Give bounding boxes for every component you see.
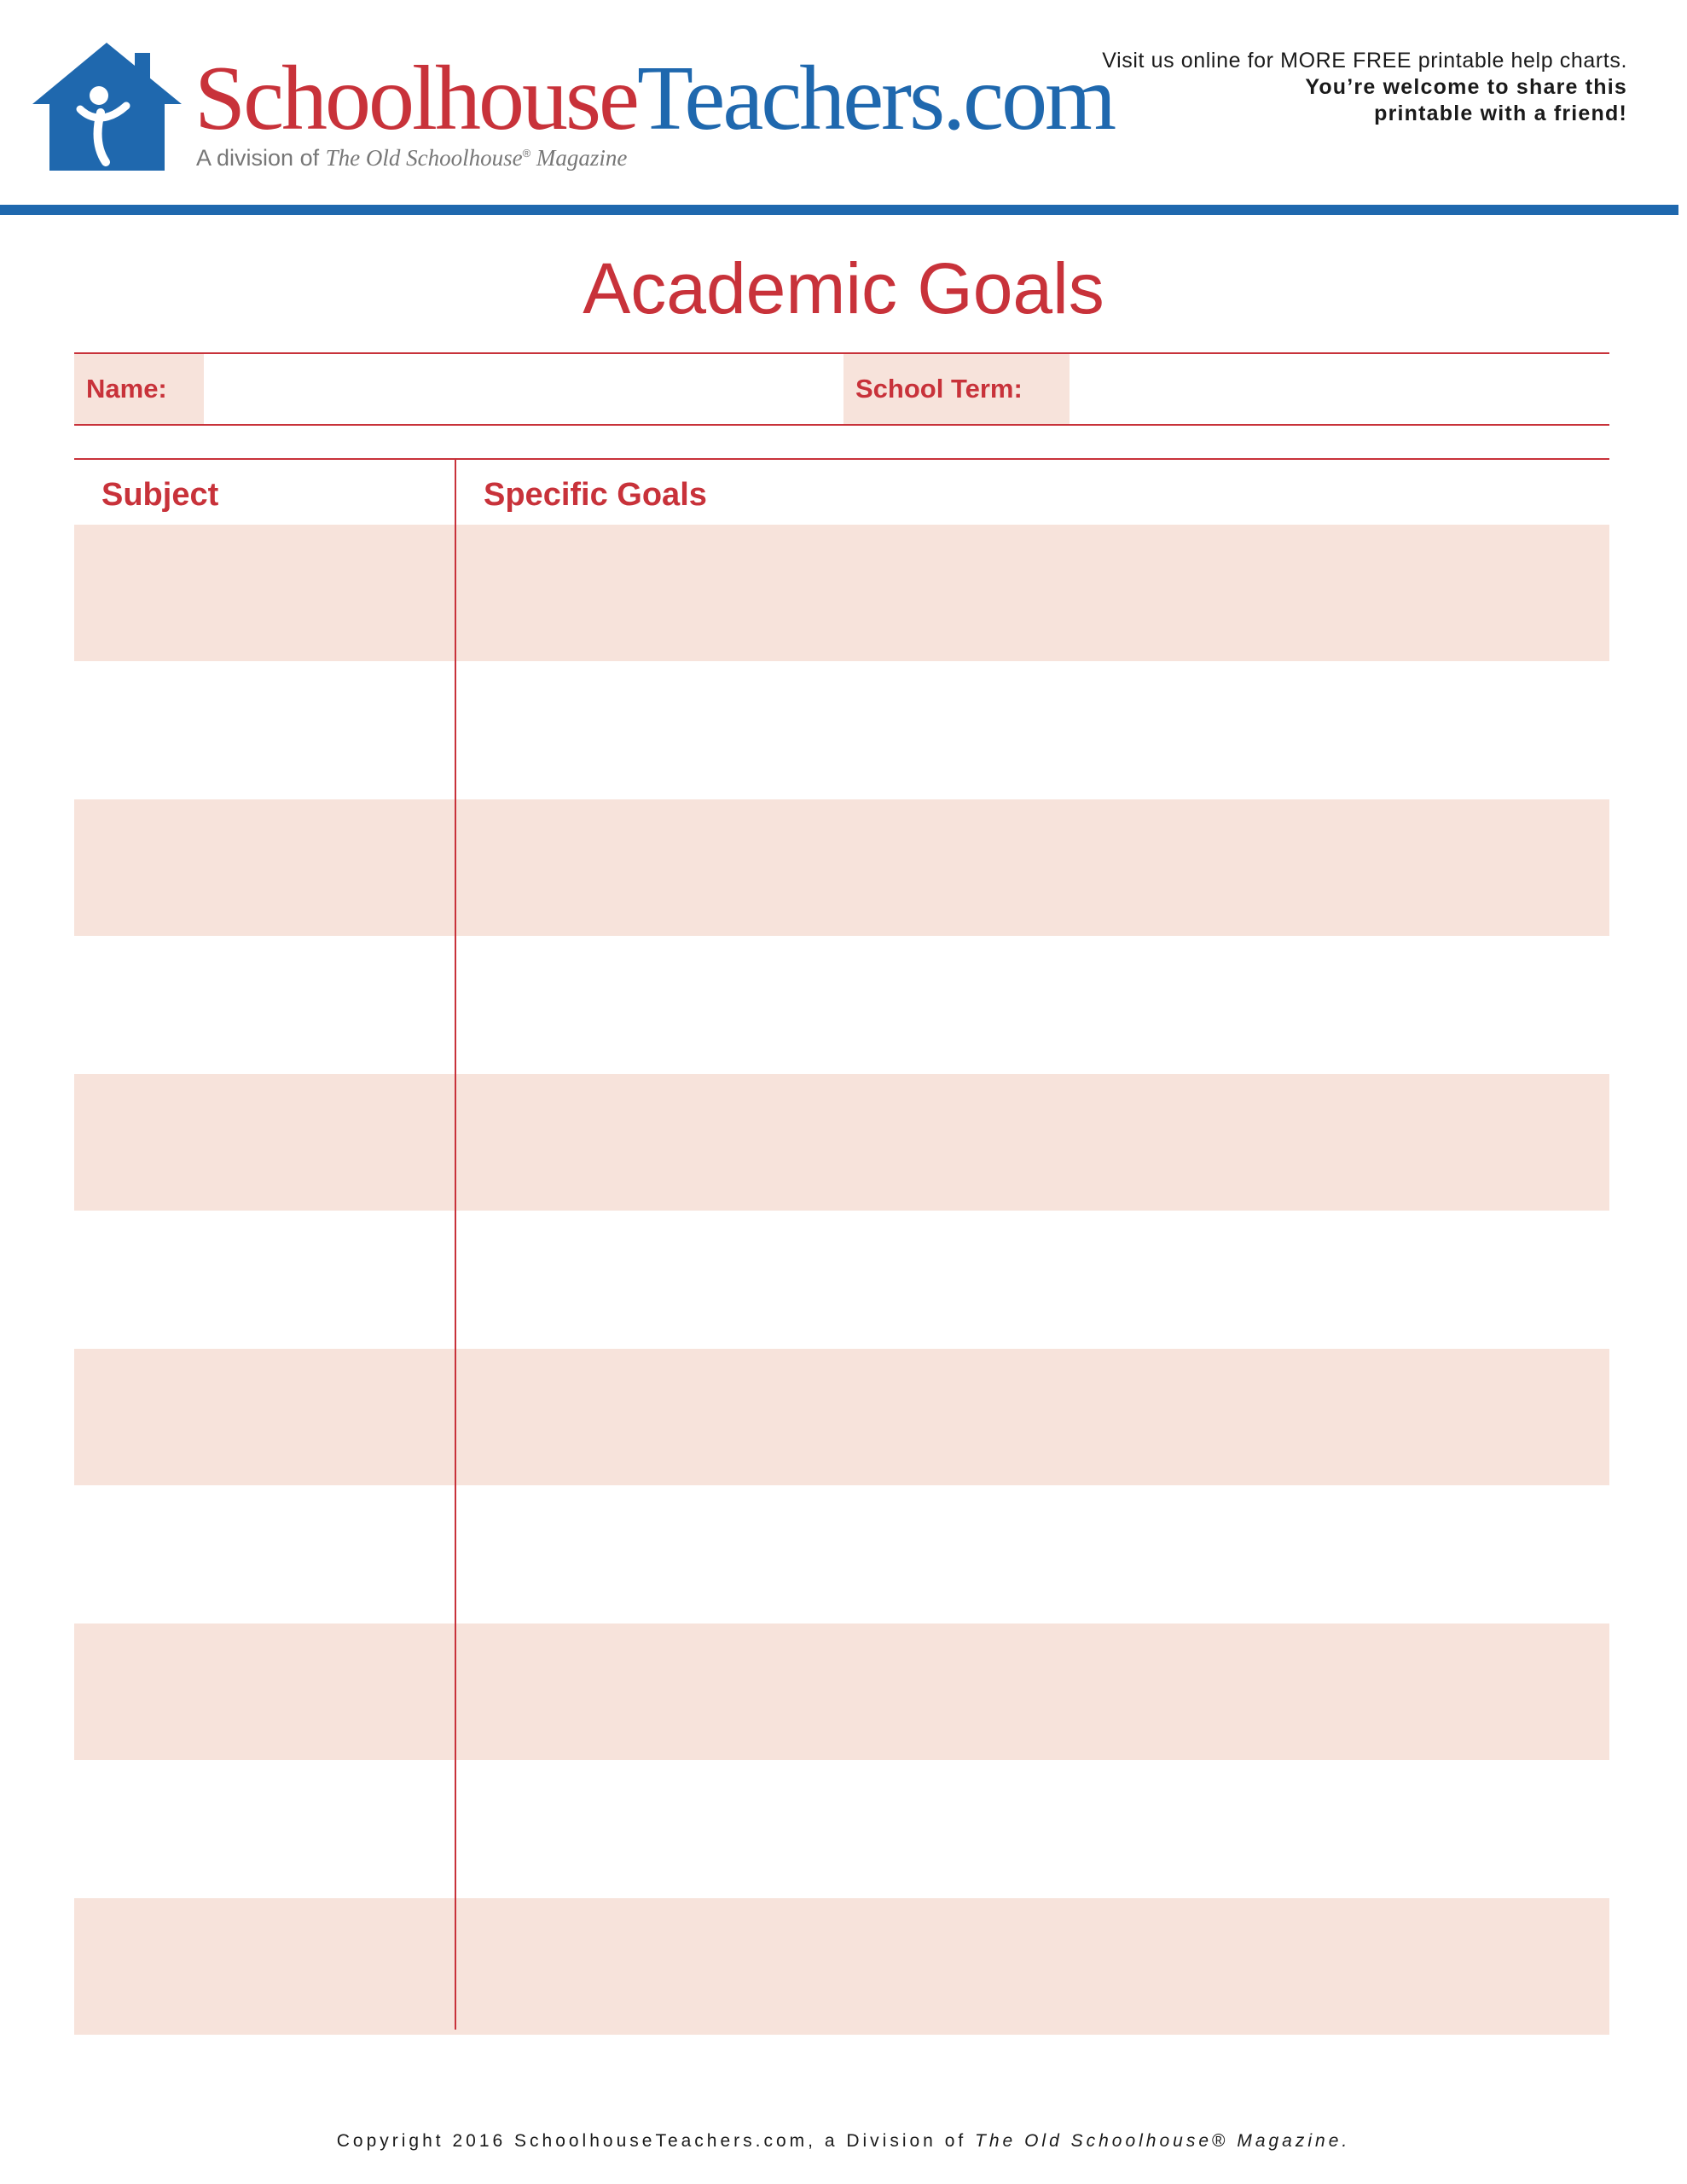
table-row bbox=[74, 1074, 1609, 1211]
column-divider bbox=[455, 458, 456, 2030]
specific-goals-cell[interactable] bbox=[456, 1074, 1609, 1211]
table-row bbox=[74, 1486, 1609, 1623]
table-row bbox=[74, 1761, 1609, 1897]
table-row bbox=[74, 1349, 1609, 1485]
specific-goals-cell[interactable] bbox=[456, 1761, 1609, 1897]
brand-tagline bbox=[196, 145, 627, 171]
brand-name-part2: Teachers.com bbox=[636, 48, 1115, 149]
specific-goals-cell[interactable] bbox=[456, 1486, 1609, 1623]
subject-cell[interactable] bbox=[74, 1211, 455, 1348]
table-row bbox=[74, 937, 1609, 1073]
brand-name bbox=[194, 48, 1115, 149]
school-term-field[interactable] bbox=[1070, 354, 1609, 424]
table-top-rule bbox=[74, 458, 1609, 460]
table-row bbox=[74, 1211, 1609, 1348]
promo-text bbox=[1013, 48, 1627, 127]
table-row bbox=[74, 662, 1609, 799]
schoolhouse-house-icon bbox=[32, 43, 182, 171]
promo-line-3: printable with a friend! bbox=[1374, 102, 1627, 125]
promo-line-1: Visit us online for MORE FREE printable help charts. bbox=[1102, 49, 1627, 73]
name-field[interactable] bbox=[204, 354, 844, 424]
page-title: Academic Goals bbox=[583, 248, 1104, 328]
footer-mark: ® bbox=[1212, 2131, 1229, 2151]
specific-goals-cell[interactable] bbox=[456, 1211, 1609, 1348]
subject-column-header: Subject bbox=[101, 477, 219, 513]
subject-cell[interactable] bbox=[74, 1486, 455, 1623]
footer-copyright bbox=[0, 2131, 1687, 2152]
specific-goals-cell[interactable] bbox=[456, 799, 1609, 936]
table-row bbox=[74, 799, 1609, 936]
subject-cell[interactable] bbox=[74, 1898, 455, 2035]
footer-prefix: Copyright 2016 SchoolhouseTeachers.com, a Division of bbox=[336, 2131, 976, 2151]
table-row bbox=[74, 1898, 1609, 2035]
subject-cell[interactable] bbox=[74, 1623, 455, 1760]
footer-magazine: The Old Schoolhouse bbox=[975, 2131, 1213, 2151]
promo-line-2: You’re welcome to share this bbox=[1305, 75, 1627, 99]
school-term-label: School Term: bbox=[844, 354, 1070, 424]
subject-cell[interactable] bbox=[74, 799, 455, 936]
specific-goals-cell[interactable] bbox=[456, 937, 1609, 1073]
table-row bbox=[74, 1623, 1609, 1760]
goals-table bbox=[74, 458, 1609, 2030]
tagline-suffix: Magazine bbox=[530, 145, 628, 171]
tagline-magazine: The Old Schoolhouse bbox=[325, 145, 523, 171]
info-row bbox=[74, 352, 1609, 426]
subject-cell[interactable] bbox=[74, 937, 455, 1073]
specific-goals-column-header: Specific Goals bbox=[484, 477, 707, 513]
subject-cell[interactable] bbox=[74, 1349, 455, 1485]
footer-suffix: Magazine. bbox=[1228, 2131, 1351, 2151]
subject-cell[interactable] bbox=[74, 525, 455, 661]
name-label: Name: bbox=[74, 354, 204, 424]
specific-goals-cell[interactable] bbox=[456, 525, 1609, 661]
subject-cell[interactable] bbox=[74, 1761, 455, 1897]
table-row bbox=[74, 525, 1609, 661]
specific-goals-cell[interactable] bbox=[456, 1623, 1609, 1760]
tagline-mark: ® bbox=[522, 147, 531, 160]
specific-goals-cell[interactable] bbox=[456, 662, 1609, 799]
specific-goals-cell[interactable] bbox=[456, 1349, 1609, 1485]
brand-name-part1: Schoolhouse bbox=[194, 48, 637, 149]
specific-goals-cell[interactable] bbox=[456, 1898, 1609, 2035]
subject-cell[interactable] bbox=[74, 662, 455, 799]
subject-cell[interactable] bbox=[74, 1074, 455, 1211]
header-divider bbox=[0, 205, 1678, 215]
tagline-prefix: A division of bbox=[196, 145, 326, 171]
